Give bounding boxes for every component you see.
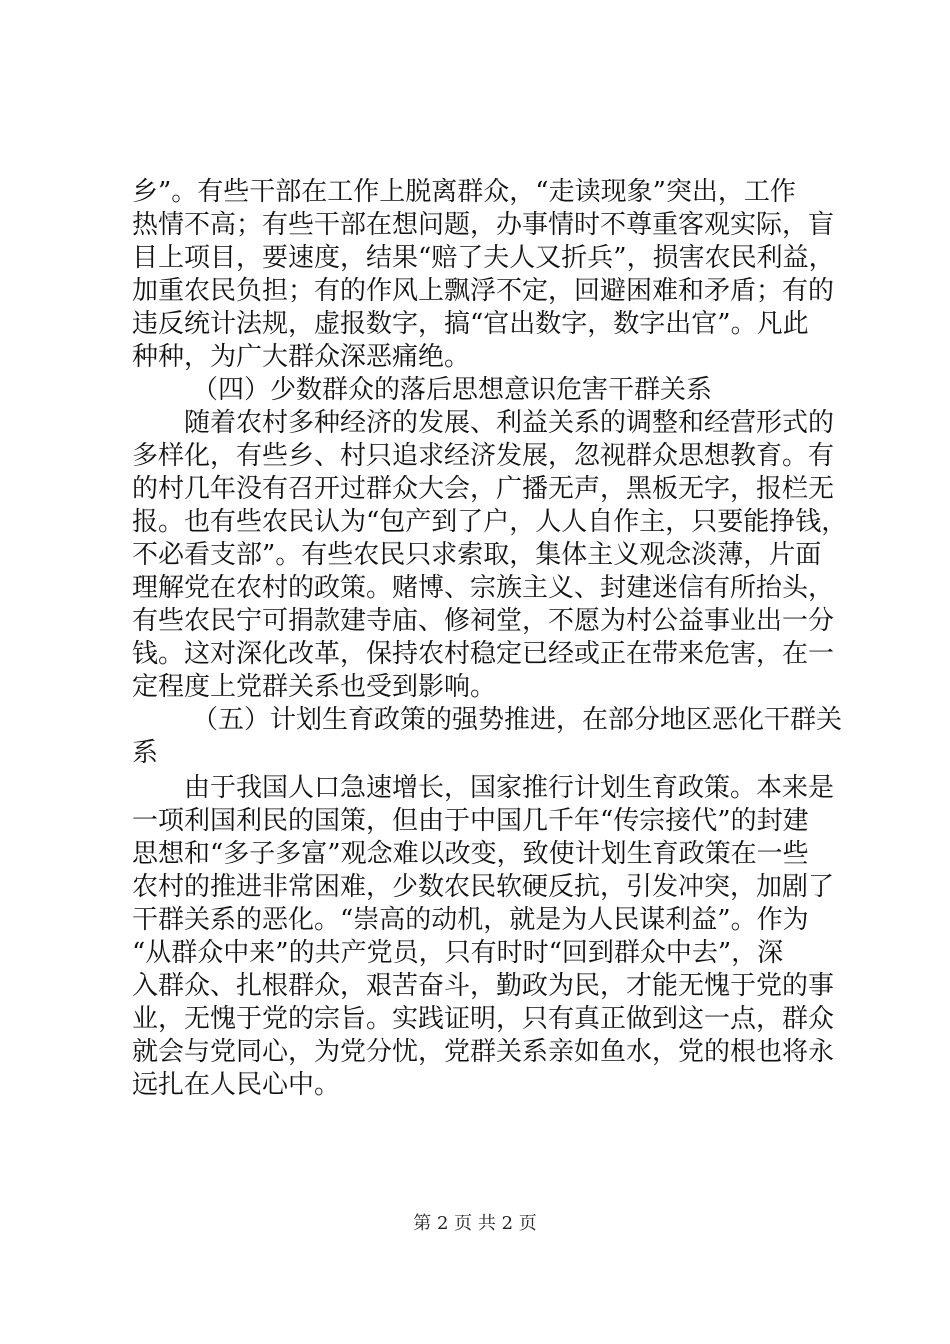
page-footer — [0, 1212, 950, 1236]
text-line: 报。也有些农民认为“包产到了户，人人自作主，只要能挣钱， — [132, 507, 848, 537]
text-line: 加重农民负担；有的作风上飘浮不定，回避困难和矛盾；有的 — [132, 276, 835, 306]
heading-line: 系 — [132, 738, 159, 768]
text-line: 种种，为广大群众深恶痛绝。 — [132, 342, 471, 372]
heading-line: （四）少数群众的落后思想意识危害干群关系 — [192, 375, 713, 405]
text-line: 由于我国人口急速增长，国家推行计划生育政策。本来是 — [184, 773, 835, 803]
paragraph-section-4 — [132, 407, 848, 704]
text-line: 定程度上党群关系也受到影响。 — [132, 672, 497, 702]
text-line: 有些农民宁可捐款建寺庙、修祠堂，不愿为村公益事业出一分 — [132, 606, 835, 636]
text-line: 目上项目，要速度，结果“赔了夫人又折兵”，损害农民利益， — [132, 243, 835, 273]
text-line: 钱。这对深化改革，保持农村稳定已经或正在带来危害，在一 — [132, 639, 835, 669]
text-line: 农村的推进非常困难，少数农民软硬反抗，引发冲突，加剧了 — [132, 872, 835, 902]
text-line: 理解党在农村的政策。赌博、宗族主义、封建迷信有所抬头， — [132, 573, 835, 603]
section-heading-5 — [132, 704, 842, 770]
text-line: 业，无愧于党的宗旨。实践证明，只有真正做到这一点，群众 — [132, 1004, 835, 1034]
text-line: 多样化，有些乡、村只追求经济发展，忽视群众思想教育。有 — [132, 441, 835, 471]
section-heading-4 — [132, 374, 842, 407]
text-line: 一项利国利民的国策，但由于中国几千年“传宗接代”的封建 — [132, 806, 809, 836]
text-line: 违反统计法规，虚报数字，搞“官出数字，数字出官”。凡此 — [132, 309, 809, 339]
text-line: 思想和“多子多富”观念难以改变，致使计划生育政策在一些 — [132, 839, 809, 869]
text-line: 入群众、扎根群众，艰苦奋斗，勤政为民，才能无愧于党的事 — [132, 971, 835, 1001]
text-line: 随着农村多种经济的发展、利益关系的调整和经营形式的 — [184, 408, 835, 438]
page-number-label: 第 2 页 共 2 页 — [413, 1213, 537, 1234]
text-line: 不必看支部”。有些农民只求索取，集体主义观念淡薄，片面 — [132, 540, 822, 570]
text-line: 干群关系的恶化。“崇高的动机，就是为人民谋利益”。作为 — [132, 905, 809, 935]
text-line: 远扎在人民心中。 — [132, 1070, 341, 1100]
text-line: 的村几年没有召开过群众大会，广播无声，黑板无字，报栏无 — [132, 474, 835, 504]
text-line: “从群众中来”的共产党员，只有时时“回到群众中去”，深 — [132, 938, 784, 968]
text-line: 乡”。有些干部在工作上脱离群众，“走读现象”突出，工作 — [132, 177, 796, 207]
text-line: 热情不高；有些干部在想问题，办事情时不尊重客观实际，盲 — [132, 210, 835, 240]
text-line: 就会与党同心，为党分忧，党群关系亲如鱼水，党的根也将永 — [132, 1037, 835, 1067]
paragraph-section-5 — [132, 772, 842, 1102]
paragraph-continued — [132, 176, 842, 374]
heading-line: （五）计划生育政策的强势推进，在部分地区恶化干群关 — [192, 705, 843, 735]
document-body — [132, 176, 848, 1102]
